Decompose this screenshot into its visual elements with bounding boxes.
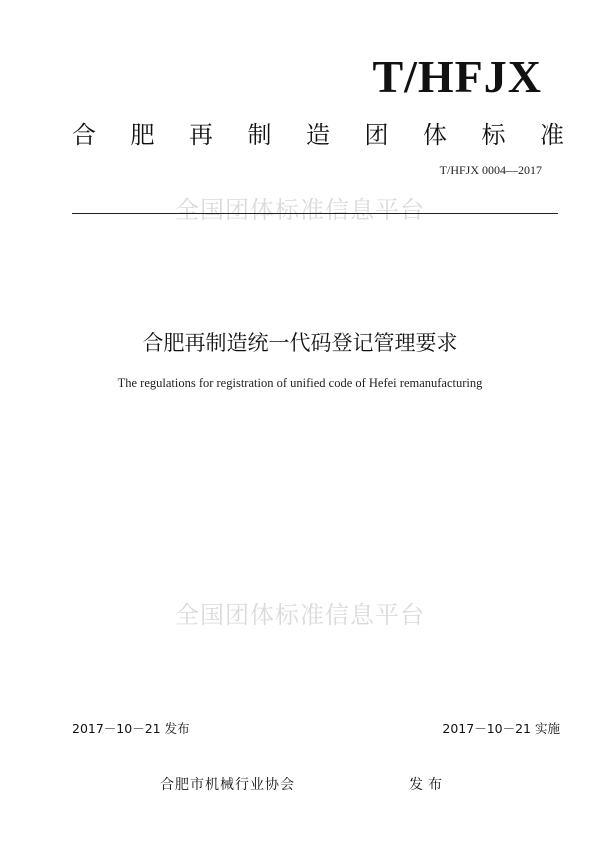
- org-char: 再: [189, 121, 213, 149]
- publish-label: 发布: [409, 777, 447, 793]
- publisher-name: 合肥市机械行业协会: [160, 777, 295, 793]
- org-char: 标: [481, 121, 506, 149]
- standard-code: T/HFJX: [372, 51, 542, 102]
- org-char: 造: [306, 121, 330, 149]
- org-char: 团: [364, 121, 389, 149]
- org-char: 体: [423, 121, 447, 149]
- org-char: 合: [72, 121, 96, 149]
- publish-date: 2017－10－21 发布: [72, 721, 190, 736]
- org-char: 肥: [130, 121, 155, 149]
- document-title-cn: 合肥再制造统一代码登记管理要求: [142, 331, 458, 355]
- watermark-bottom: 全国团体标准信息平台: [175, 601, 425, 629]
- standard-number: T/HFJX 0004—2017: [439, 163, 542, 177]
- implement-date: 2017－10－21 实施: [442, 721, 560, 736]
- standard-organization: [72, 115, 564, 150]
- org-char: 准: [540, 121, 564, 149]
- header-divider: [72, 213, 558, 214]
- watermark-top: 全国团体标准信息平台: [175, 196, 425, 224]
- document-title-en: The regulations for registration of unified code of Hefei remanufacturing: [117, 376, 483, 390]
- org-char: 制: [247, 121, 272, 149]
